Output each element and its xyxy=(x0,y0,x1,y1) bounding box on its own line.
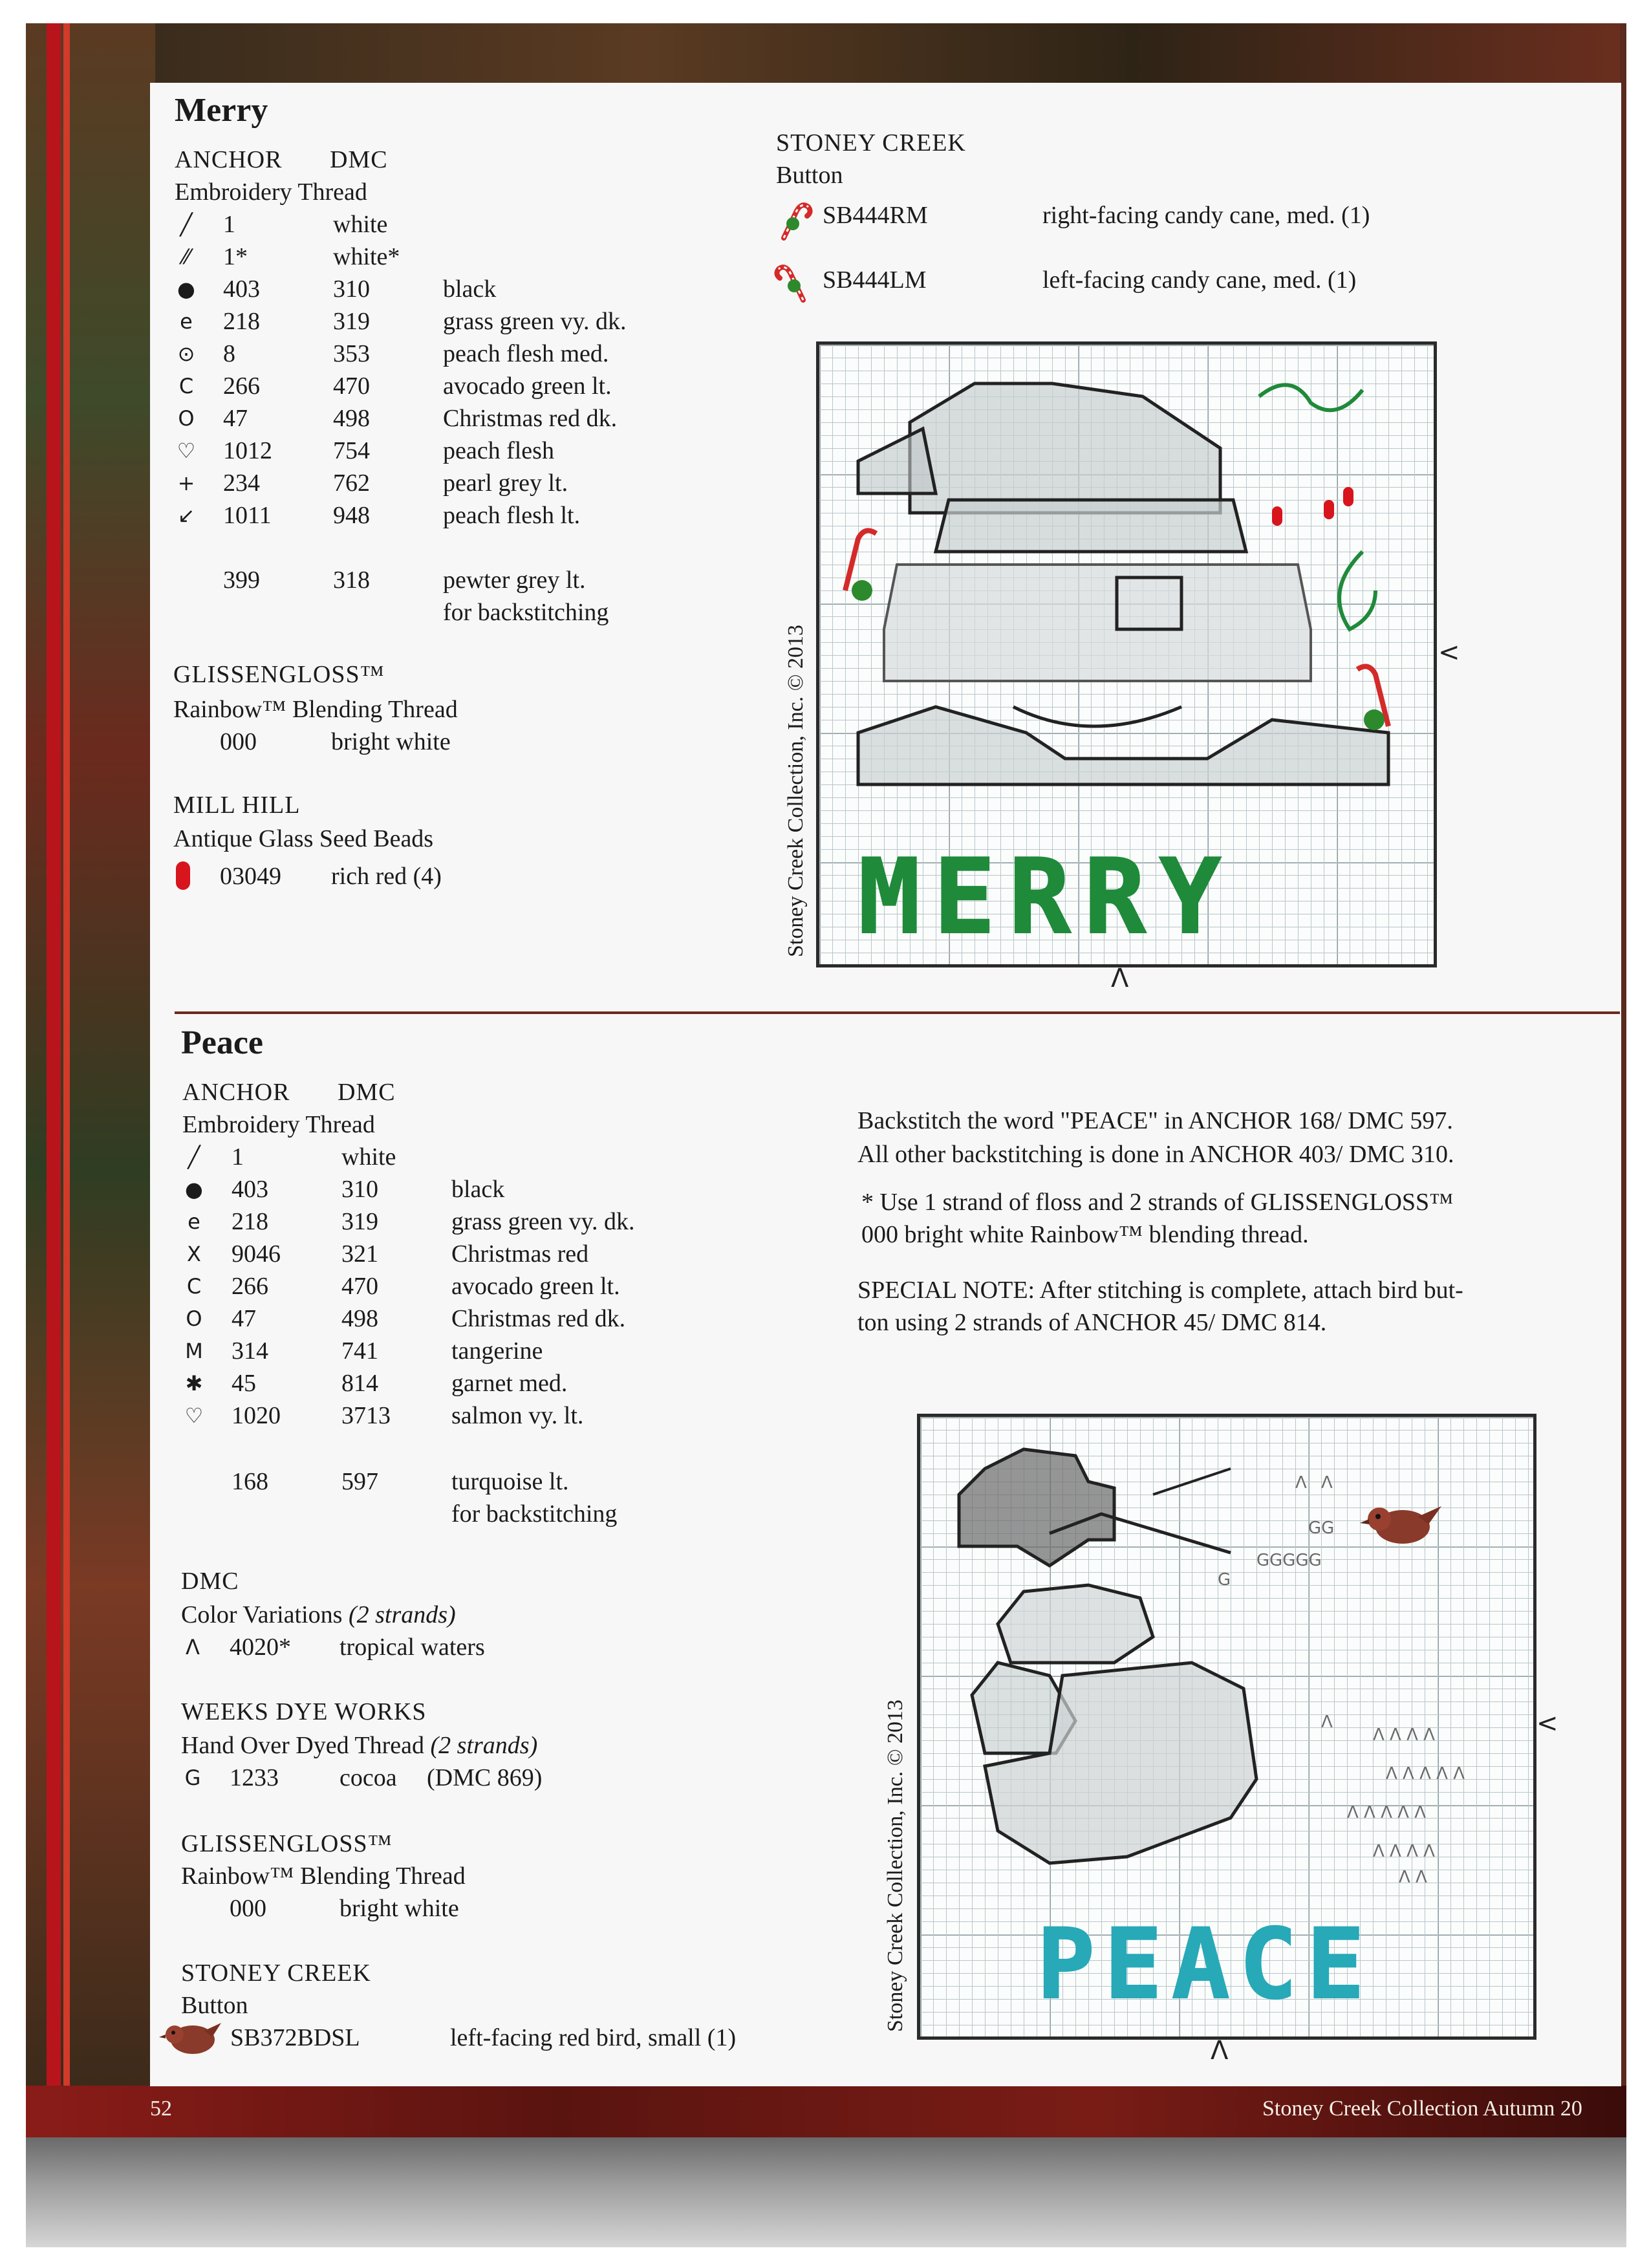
peace-copyright: Stoney Creek Collection, Inc. © 2013 xyxy=(883,1699,907,2032)
thread-dmc: 470 xyxy=(333,373,370,400)
thread-dmc: 762 xyxy=(333,470,370,497)
peace-title: Peace xyxy=(181,1024,264,1061)
thread-dmc: 754 xyxy=(333,437,370,464)
thread-anchor: 403 xyxy=(232,1176,268,1203)
thread-symbol: X xyxy=(187,1242,201,1266)
thread-anchor: 234 xyxy=(223,470,260,497)
special-note-line-1: SPECIAL NOTE: After stitching is complete, attach bird but- xyxy=(857,1277,1463,1304)
red-bead-icon xyxy=(176,861,190,890)
thread-anchor: 47 xyxy=(223,405,248,432)
weeks-code: 1233 xyxy=(230,1764,279,1791)
thread-anchor: 9046 xyxy=(232,1240,281,1268)
weeks-extra: (DMC 869) xyxy=(427,1764,543,1791)
merry-stoney-sub: Button xyxy=(776,162,843,189)
thread-desc: peach flesh med. xyxy=(443,340,609,367)
thread-dmc: 498 xyxy=(333,405,370,432)
backstitch-note: for backstitching xyxy=(451,1500,618,1528)
backstitch-dmc: 318 xyxy=(333,567,370,594)
thread-dmc: 319 xyxy=(341,1208,378,1235)
candy-cane-icon xyxy=(771,260,816,305)
thread-dmc: 3713 xyxy=(341,1402,391,1429)
thread-symbol: O xyxy=(186,1306,202,1331)
peace-glissen-title: GLISSENGLOSS™ xyxy=(181,1830,393,1857)
peace-stoney-sub: Button xyxy=(181,1992,248,2019)
thread-desc: grass green vy. dk. xyxy=(443,308,627,335)
millhill-desc: rich red (4) xyxy=(331,863,442,890)
peace-stoney-desc: left-facing red bird, small (1) xyxy=(450,2024,737,2051)
thread-dmc: 310 xyxy=(341,1176,378,1203)
backstitch-anchor: 168 xyxy=(232,1468,268,1495)
thread-anchor: 1012 xyxy=(223,437,272,464)
thread-desc: grass green vy. dk. xyxy=(451,1208,635,1235)
thread-symbol: ╱ xyxy=(188,1145,200,1169)
thread-symbol: C xyxy=(186,1274,202,1299)
millhill-code: 03049 xyxy=(220,863,281,890)
merry-anchor-header: ANCHOR xyxy=(175,146,283,173)
thread-symbol: M xyxy=(185,1339,203,1363)
merry-glissen-title: GLISSENGLOSS™ xyxy=(173,661,385,688)
thread-symbol: ● xyxy=(185,1177,203,1202)
thread-anchor: 8 xyxy=(223,340,235,367)
thread-anchor: 403 xyxy=(223,275,260,303)
dmc-variations-sub: Color Variations (2 strands) xyxy=(181,1601,456,1628)
merry-glissen-code: 000 xyxy=(220,728,257,755)
thread-symbol: e xyxy=(180,309,193,334)
thread-dmc: 814 xyxy=(341,1370,378,1397)
backstitch-anchor: 399 xyxy=(223,567,260,594)
merry-subheader: Embroidery Thread xyxy=(175,178,367,206)
thread-anchor: 314 xyxy=(232,1337,268,1365)
svg-text:GG: GG xyxy=(1308,1518,1335,1538)
scanner-bed xyxy=(26,2137,1626,2247)
photo-background-top xyxy=(155,23,1623,88)
peace-chart-word: PEACE xyxy=(1037,1908,1374,2021)
thread-desc: Christmas red xyxy=(451,1240,589,1268)
thread-dmc: 321 xyxy=(341,1240,378,1268)
center-marker-bottom: Λ xyxy=(1211,2036,1229,2066)
peace-subheader: Embroidery Thread xyxy=(182,1111,375,1138)
backstitch-desc: turquoise lt. xyxy=(451,1468,569,1495)
thread-desc: garnet med. xyxy=(451,1370,568,1397)
weeks-symbol: G xyxy=(184,1766,201,1790)
thread-desc: avocado green lt. xyxy=(451,1273,620,1300)
svg-text:Λ: Λ xyxy=(1321,1712,1333,1732)
svg-text:Λ Λ Λ Λ: Λ Λ Λ Λ xyxy=(1373,1842,1435,1861)
dmc-variations-title: DMC xyxy=(181,1568,239,1595)
thread-dmc: white xyxy=(341,1143,396,1171)
merry-title: Merry xyxy=(175,92,268,129)
merry-glissen-sub: Rainbow™ Blending Thread xyxy=(173,696,458,723)
millhill-sub: Antique Glass Seed Beads xyxy=(173,825,434,852)
thread-anchor: 47 xyxy=(232,1305,256,1332)
weeks-desc: cocoa xyxy=(339,1764,397,1791)
center-marker-right: < xyxy=(1438,638,1460,667)
backstitch-dmc: 597 xyxy=(341,1468,378,1495)
section-divider xyxy=(175,1011,1620,1014)
thread-symbol: ⊙ xyxy=(177,341,195,366)
svg-text:Λ Λ Λ Λ: Λ Λ Λ Λ xyxy=(1373,1725,1435,1745)
thread-symbol: ✱ xyxy=(185,1371,203,1396)
thread-dmc: 948 xyxy=(333,502,370,529)
merry-stoney-code-2: SB444LM xyxy=(823,266,927,294)
thread-anchor: 1 xyxy=(232,1143,244,1171)
special-note-line-2: ton using 2 strands of ANCHOR 45/ DMC 814. xyxy=(857,1309,1327,1336)
dmc-variations-symbol: Λ xyxy=(186,1635,200,1659)
svg-text:Λ Λ Λ Λ Λ: Λ Λ Λ Λ Λ xyxy=(1347,1803,1426,1822)
red-bird-icon xyxy=(1360,1495,1444,1553)
thread-anchor: 218 xyxy=(223,308,260,335)
center-marker-right: < xyxy=(1536,1709,1558,1738)
strand-note-line-2: 000 bright white Rainbow™ blending thread. xyxy=(861,1221,1309,1248)
svg-text:GGGGG: GGGGG xyxy=(1256,1551,1322,1570)
svg-text:G: G xyxy=(1218,1570,1231,1590)
thread-anchor: 218 xyxy=(232,1208,268,1235)
merry-glissen-desc: bright white xyxy=(331,728,451,755)
merry-copyright: Stoney Creek Collection, Inc. © 2013 xyxy=(784,624,808,957)
thread-desc: peach flesh lt. xyxy=(443,502,581,529)
merry-dmc-header: DMC xyxy=(330,146,388,173)
thread-symbol: ⁄⁄ xyxy=(182,244,190,269)
thread-desc: black xyxy=(443,275,497,303)
thread-anchor: 45 xyxy=(232,1370,256,1397)
thread-desc: tangerine xyxy=(451,1337,543,1365)
thread-anchor: 1* xyxy=(223,243,248,270)
svg-text:Λ: Λ xyxy=(1295,1473,1307,1493)
thread-dmc: 498 xyxy=(341,1305,378,1332)
weeks-title: WEEKS DYE WORKS xyxy=(181,1698,427,1725)
dmc-variations-desc: tropical waters xyxy=(339,1634,485,1661)
merry-stoney-code-1: SB444RM xyxy=(823,202,928,229)
thread-desc: salmon vy. lt. xyxy=(451,1402,584,1429)
svg-text:Λ: Λ xyxy=(1321,1473,1333,1493)
thread-desc: black xyxy=(451,1176,505,1203)
page-number: 52 xyxy=(150,2097,172,2121)
peace-stoney-title: STONEY CREEK xyxy=(181,1960,371,1987)
svg-text:Λ Λ: Λ Λ xyxy=(1399,1868,1427,1887)
thread-desc: avocado green lt. xyxy=(443,373,612,400)
peace-stoney-code: SB372BDSL xyxy=(230,2024,360,2051)
center-marker-bottom: Λ xyxy=(1111,964,1129,993)
peace-dmc-header: DMC xyxy=(338,1079,396,1106)
thread-symbol: e xyxy=(188,1209,200,1234)
thread-symbol: C xyxy=(178,374,194,398)
thread-desc: Christmas red dk. xyxy=(443,405,618,432)
thread-symbol: ♡ xyxy=(177,438,196,463)
thread-symbol: ↙ xyxy=(177,503,195,528)
thread-dmc: 310 xyxy=(333,275,370,303)
backstitch-note: for backstitching xyxy=(443,599,609,626)
thread-symbol: ╱ xyxy=(180,212,193,237)
thread-dmc: white* xyxy=(333,243,400,270)
thread-symbol: ♡ xyxy=(184,1403,204,1428)
thread-anchor: 1 xyxy=(223,211,235,238)
thread-anchor: 1020 xyxy=(232,1402,281,1429)
thread-anchor: 266 xyxy=(232,1273,268,1300)
peace-glissen-sub: Rainbow™ Blending Thread xyxy=(181,1863,466,1890)
red-edge-strip xyxy=(47,23,61,2106)
thread-anchor: 1011 xyxy=(223,502,272,529)
thread-desc: Christmas red dk. xyxy=(451,1305,626,1332)
thread-desc: pearl grey lt. xyxy=(443,470,568,497)
red-bird-button-icon xyxy=(159,2015,224,2060)
backstitch-desc: pewter grey lt. xyxy=(443,567,586,594)
photo-background-left xyxy=(26,23,155,2106)
peace-glissen-desc: bright white xyxy=(339,1895,459,1922)
merry-stoney-desc-1: right-facing candy cane, med. (1) xyxy=(1042,202,1370,229)
red-edge-strip-light xyxy=(63,23,70,2106)
thread-dmc: white xyxy=(333,211,388,238)
merry-stoney-desc-2: left-facing candy cane, med. (1) xyxy=(1042,266,1357,294)
svg-text:Λ Λ Λ Λ Λ: Λ Λ Λ Λ Λ xyxy=(1386,1764,1465,1784)
peace-note-line-2: All other backstitching is done in ANCHOR 403/ DMC 310. xyxy=(857,1141,1454,1168)
peace-anchor-header: ANCHOR xyxy=(182,1079,290,1106)
peace-glissen-code: 000 xyxy=(230,1895,266,1922)
weeks-sub: Hand Over Dyed Thread (2 strands) xyxy=(181,1732,538,1759)
dmc-variations-code: 4020* xyxy=(230,1634,291,1661)
thread-symbol: + xyxy=(177,471,195,495)
strand-note-line-1: * Use 1 strand of floss and 2 strands of GLISSENGLOSS™ xyxy=(861,1189,1454,1216)
thread-symbol: ● xyxy=(177,277,195,301)
thread-symbol: O xyxy=(178,406,195,431)
publication-name: Stoney Creek Collection Autumn 20 xyxy=(1262,2097,1582,2121)
merry-stitch-chart xyxy=(816,341,1437,967)
candy-cane-icon xyxy=(771,198,816,243)
peace-stitch-chart xyxy=(917,1414,1536,2040)
thread-dmc: 319 xyxy=(333,308,370,335)
thread-desc: peach flesh xyxy=(443,437,554,464)
peace-note-line-1: Backstitch the word "PEACE" in ANCHOR 168/ DMC 597. xyxy=(857,1107,1453,1134)
thread-dmc: 741 xyxy=(341,1337,378,1365)
thread-dmc: 353 xyxy=(333,340,370,367)
millhill-title: MILL HILL xyxy=(173,792,301,819)
thread-anchor: 266 xyxy=(223,373,260,400)
merry-chart-word: MERRY xyxy=(858,836,1234,957)
merry-stoney-title: STONEY CREEK xyxy=(776,129,966,157)
thread-dmc: 470 xyxy=(341,1273,378,1300)
